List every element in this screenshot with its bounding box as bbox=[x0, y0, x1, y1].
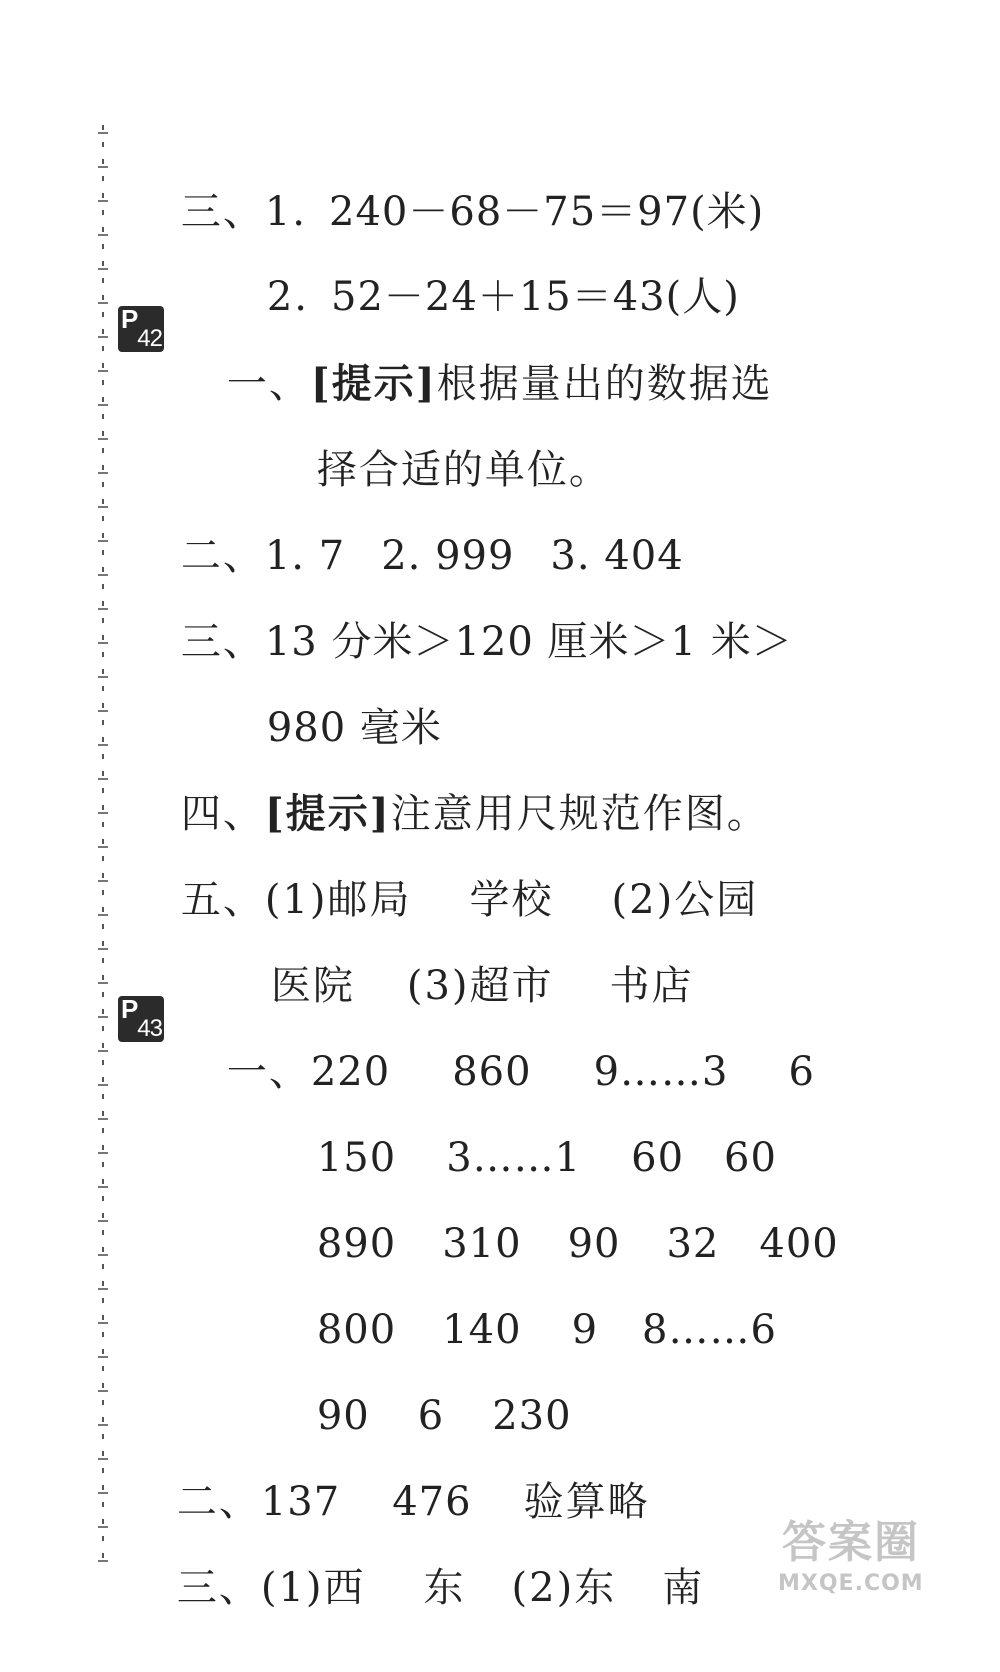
value-1: 90 bbox=[316, 1393, 370, 1439]
watermark-text: 答案圈 bbox=[782, 1517, 920, 1568]
answer-c: (2)东 bbox=[511, 1565, 617, 1611]
value-3: 90 bbox=[567, 1221, 621, 1267]
item-label: 三、 bbox=[180, 619, 265, 665]
value-2: 310 bbox=[442, 1221, 522, 1267]
value-1: 220 bbox=[310, 1049, 391, 1095]
watermark-logo bbox=[772, 1506, 972, 1596]
watermark-url: MXQE.COM bbox=[778, 1571, 924, 1596]
answer-a: (1)西 bbox=[260, 1565, 366, 1611]
comparison: 13 分米＞120 厘米＞1 米＞ bbox=[264, 619, 793, 665]
hint-label: [提示] bbox=[310, 360, 437, 407]
value-4: 32 bbox=[666, 1221, 720, 1267]
value-4: 6 bbox=[788, 1049, 815, 1095]
value-3: 60 bbox=[631, 1135, 685, 1181]
value-1: 800 bbox=[316, 1307, 397, 1353]
answer-d: 南 bbox=[662, 1565, 705, 1611]
page-badge-43 bbox=[118, 996, 164, 1042]
value-4: 8……6 bbox=[642, 1307, 777, 1353]
answer-a: 1. 7 bbox=[264, 533, 346, 579]
answer-b: 学校 bbox=[469, 877, 554, 923]
item-label: 一、 bbox=[226, 361, 311, 407]
value-4: 60 bbox=[724, 1135, 777, 1181]
comparison-continued: 980 毫米 bbox=[266, 705, 442, 751]
item-label: 二、 bbox=[180, 533, 265, 579]
answer-c: (2)公园 bbox=[611, 877, 759, 923]
answer-a: 医院 bbox=[270, 963, 355, 1009]
equation: 52－24＋15＝43(人) bbox=[331, 274, 740, 320]
value-2: 140 bbox=[442, 1307, 522, 1353]
answer-c: 3. 404 bbox=[550, 533, 684, 579]
item-label: 一、 bbox=[226, 1049, 311, 1095]
hint-text-continued: 择合适的单位。 bbox=[316, 447, 611, 493]
item-label: 三、 bbox=[176, 1565, 261, 1611]
hint-text: 根据量出的数据选 bbox=[436, 361, 773, 407]
item-label: 四、 bbox=[180, 791, 265, 837]
item-label: 三、1. bbox=[180, 189, 308, 235]
item-label: 二、 bbox=[176, 1479, 261, 1525]
answer-b: (3)超市 bbox=[406, 963, 554, 1009]
hint-label: [提示] bbox=[264, 790, 391, 837]
answer-c: 书店 bbox=[609, 963, 694, 1009]
item-label: 2. bbox=[266, 274, 310, 320]
answer-a: 137 bbox=[260, 1479, 341, 1525]
page-badge-p: P bbox=[121, 994, 139, 1024]
answer-c: 验算略 bbox=[523, 1479, 650, 1525]
value-2: 860 bbox=[452, 1049, 532, 1095]
equation: 240－68－75＝97(米) bbox=[329, 189, 765, 235]
value-1: 150 bbox=[316, 1135, 397, 1181]
answer-a: (1)邮局 bbox=[264, 877, 412, 923]
value-1: 890 bbox=[316, 1221, 397, 1267]
value-3: 9 bbox=[571, 1307, 599, 1353]
answer-b: 476 bbox=[392, 1479, 472, 1525]
perforation-line bbox=[96, 125, 110, 1565]
answer-line-17 bbox=[118, 1504, 704, 1672]
page-badge-number: 42 bbox=[137, 325, 162, 352]
item-label: 五、 bbox=[180, 877, 265, 923]
answer-b: 东 bbox=[423, 1565, 466, 1611]
page-badge-p: P bbox=[121, 304, 139, 334]
page-badge-number: 43 bbox=[137, 1015, 162, 1042]
page-badge-42 bbox=[118, 306, 164, 352]
value-3: 230 bbox=[492, 1393, 572, 1439]
hint-text: 注意用尺规范作图。 bbox=[390, 791, 769, 837]
value-2: 3……1 bbox=[446, 1135, 582, 1181]
value-5: 400 bbox=[759, 1221, 839, 1267]
value-2: 6 bbox=[417, 1393, 445, 1439]
value-3: 9……3 bbox=[593, 1049, 729, 1095]
answer-b: 2. 999 bbox=[381, 533, 515, 579]
